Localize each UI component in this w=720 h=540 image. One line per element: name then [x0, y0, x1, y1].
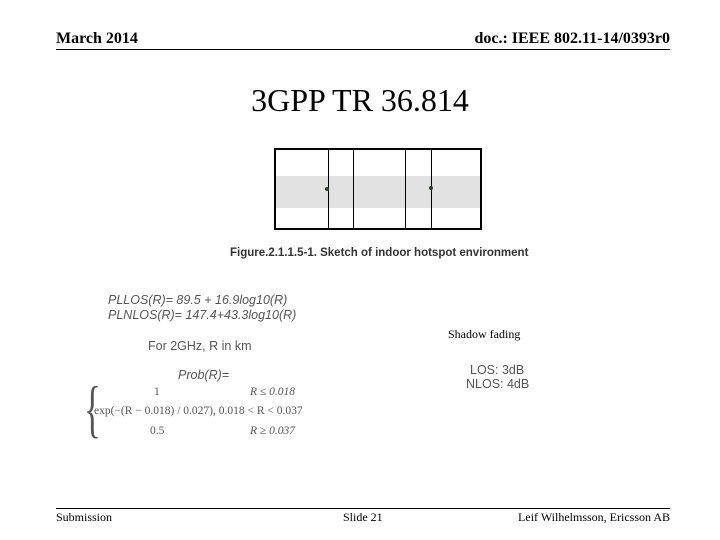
- case-1-condition: R ≤ 0.018: [250, 386, 295, 398]
- header-date: March 2014: [56, 30, 138, 47]
- access-point-dot: [429, 186, 433, 190]
- header-rule: [56, 49, 670, 50]
- pl-nlos-formula: PLNLOS(R)= 147.4+43.3log10(R): [108, 308, 297, 322]
- hotspot-sketch: [274, 148, 482, 230]
- frequency-note: For 2GHz, R in km: [148, 339, 252, 353]
- room-divider: [405, 150, 406, 230]
- header-doc-id: doc.: IEEE 802.11-14/0393r0: [474, 30, 670, 47]
- room-divider: [353, 150, 354, 230]
- pl-los-formula: PLLOS(R)= 89.5 + 16.9log10(R): [108, 293, 288, 307]
- figure-caption: Figure.2.1.1.5-1. Sketch of indoor hotspot environment: [230, 247, 529, 259]
- case-2-value: exp(−(R − 0.018) / 0.027), 0.018 < R < 0.037: [94, 405, 303, 417]
- footer-submission: Submission: [56, 510, 113, 524]
- case-3-value: 0.5: [150, 425, 165, 437]
- access-point-dot: [325, 187, 329, 191]
- corridor-band: [276, 176, 480, 208]
- case-3-condition: R ≥ 0.037: [250, 425, 295, 437]
- room-divider: [431, 150, 432, 230]
- footer-author: Leif Wilhelmsson, Ericsson AB: [518, 510, 670, 524]
- shadow-fading-label: Shadow fading: [448, 327, 521, 341]
- probability-label: Prob(R)=: [178, 368, 230, 382]
- case-1-value: 1: [154, 386, 160, 398]
- piecewise-brace: {: [84, 373, 101, 444]
- footer-slide-number: Slide 21: [343, 510, 383, 524]
- slide-title: 3GPP TR 36.814: [251, 82, 469, 118]
- footer-rule: [56, 508, 670, 509]
- shadow-nlos: NLOS: 4dB: [466, 377, 530, 391]
- shadow-los: LOS: 3dB: [470, 363, 525, 377]
